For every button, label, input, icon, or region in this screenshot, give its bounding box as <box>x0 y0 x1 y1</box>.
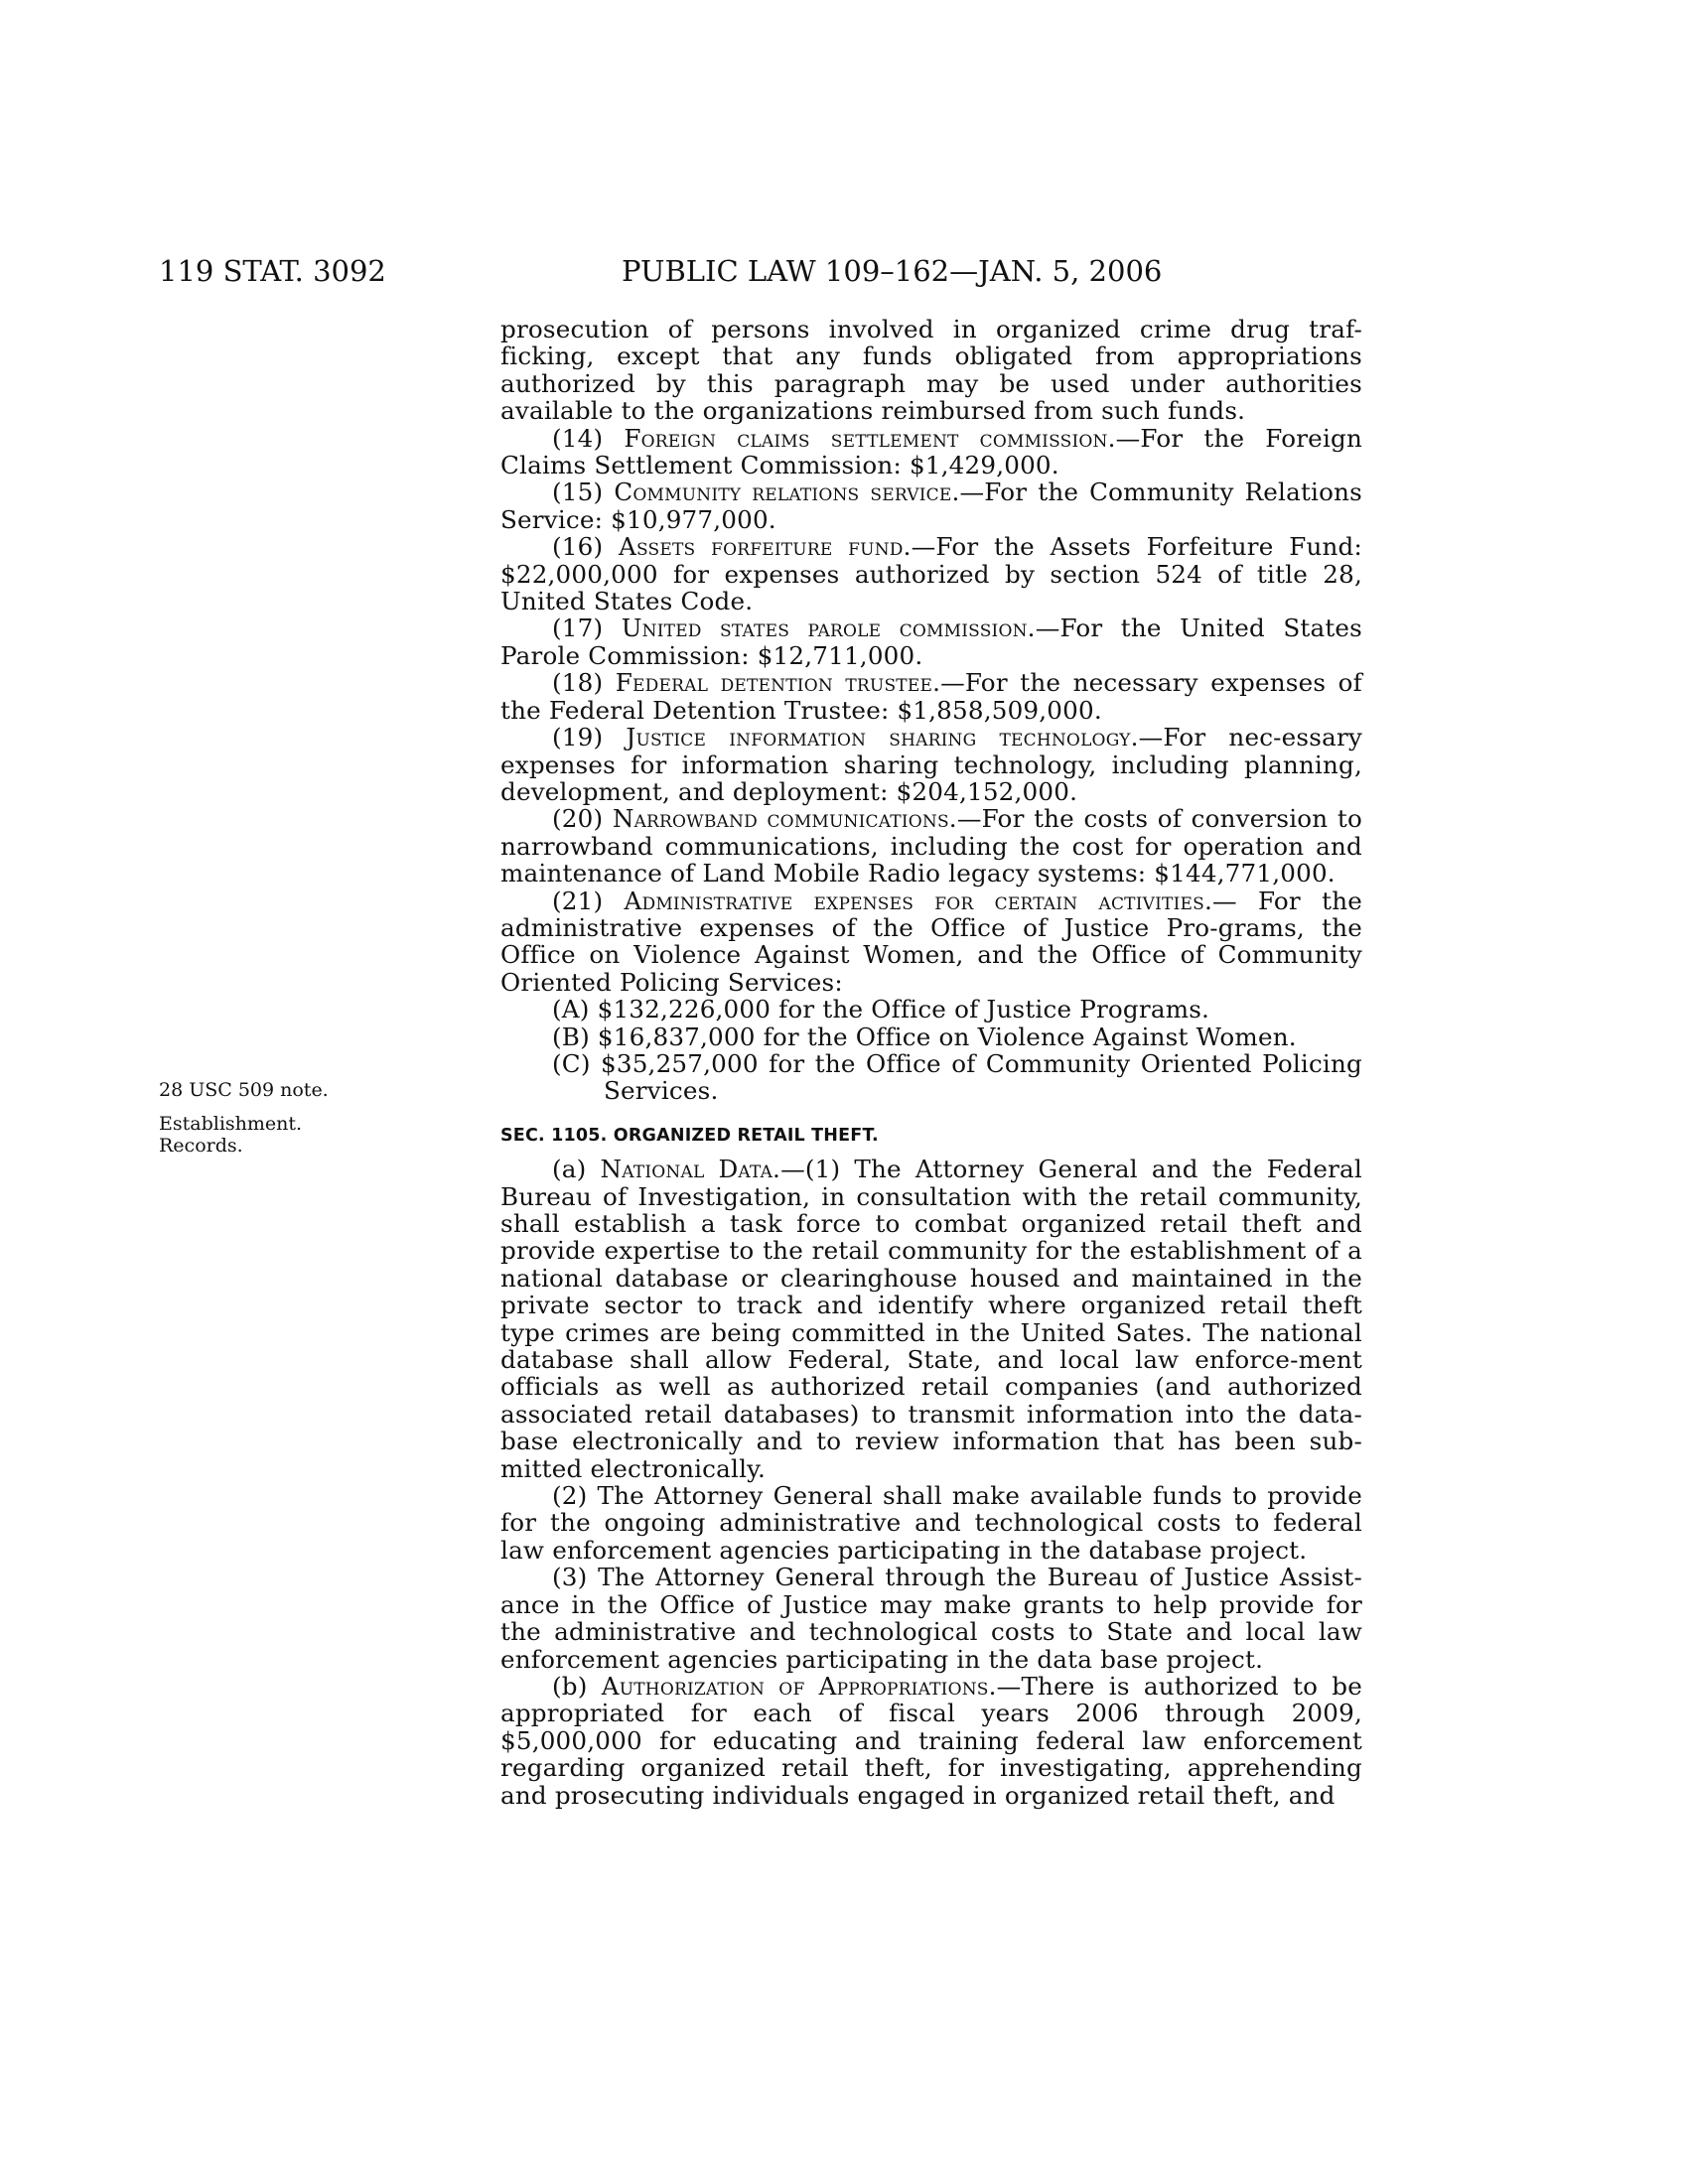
page-header <box>0 254 1688 294</box>
section-heading: SEC. 1105. ORGANIZED RETAIL THEFT. <box>500 1125 879 1146</box>
item-18: (18) Federal detention trustee.—For the necessary expenses of the Federal Detention Trustee: $1,858,509,000. <box>500 668 1362 725</box>
item-21: (21) Administrative expenses for certain activities.— For the administrative expenses of the Office of Justice Pro-grams, the Office on Violence Against Women, and the Office of Community Oriented Policing Services: <box>500 886 1362 997</box>
subsection-a-1: (a) National Data.—(1) The Attorney General and the Federal Bureau of Investigation, in consultation with the retail community, shall establish a task force to combat organized retail theft and provide expertise to the retail community for the establishment of a national database or clearinghouse housed and maintained in the private sector to track and identify where organized retail theft type crimes are being committed in the United Sates. The national database shall allow Federal, State, and local law enforce-ment officials as well as authorized retail companies (and authorized associated retail databases) to transmit information into the data-base electronically and to review information that has been sub-mitted electronically. <box>500 1155 1362 1483</box>
public-law-title: PUBLIC LAW 109–162—JAN. 5, 2006 <box>622 254 1163 288</box>
subsection-b: (b) Authorization of Appropriations.—There is authorized to be appropriated for each of fiscal years 2006 through 2009, $5,000,000 for educating and training federal law enforcement regarding organized retail theft, for investigating, apprehending and prosecuting individuals engaged in organized retail theft, and <box>500 1671 1362 1810</box>
statute-citation: 119 STAT. 3092 <box>159 254 386 288</box>
subsection-a-2: (2) The Attorney General shall make available funds to provide for the ongoing administrative and technological costs to federal law enforcement agencies participating in the database project. <box>500 1481 1362 1565</box>
subitem-b: (B) $16,837,000 for the Office on Violence Against Women. <box>552 1022 1297 1051</box>
intro-paragraph: prosecution of persons involved in organized crime drug traf-ficking, except that any funds obligated from appropriations authorized by this paragraph may be used under authorities available to the organizations reimbursed from such funds. <box>500 315 1362 426</box>
item-16: (16) Assets forfeiture fund.—For the Assets Forfeiture Fund: $22,000,000 for expenses authorized by section 524 of title 28, United States Code. <box>500 532 1362 616</box>
subsection-a-3: (3) The Attorney General through the Bureau of Justice Assist-ance in the Office of Justice may make grants to help provide for the administrative and technological costs to State and local law enforcement agencies participating in the data base project. <box>500 1563 1362 1674</box>
item-15: (15) Community relations service.—For the Community Relations Service: $10,977,000. <box>500 478 1362 534</box>
subitem-c: (C) $35,257,000 for the Office of Community Oriented Policing Services. <box>552 1048 1362 1106</box>
margin-note-usc: 28 USC 509 note. <box>159 1079 329 1101</box>
body-text <box>500 316 1362 1809</box>
margin-note-establishment: Establishment. <box>159 1113 303 1135</box>
item-17: (17) United states parole commission.—For the United States Parole Commission: $12,711,000. <box>500 614 1362 670</box>
subitem-a: (A) $132,226,000 for the Office of Justice Programs. <box>552 995 1210 1024</box>
item-14: (14) Foreign claims settlement commission.—For the Foreign Claims Settlement Commission: $1,429,000. <box>500 423 1362 480</box>
margin-note-records: Records. <box>159 1135 243 1157</box>
item-19: (19) Justice information sharing technology.—For nec-essary expenses for information sharing technology, including planning, development, and deployment: $204,152,000. <box>500 723 1362 806</box>
item-20: (20) Narrowband communications.—For the costs of conversion to narrowband communications, including the cost for operation and maintenance of Land Mobile Radio legacy systems: $144,771,000. <box>500 804 1362 888</box>
